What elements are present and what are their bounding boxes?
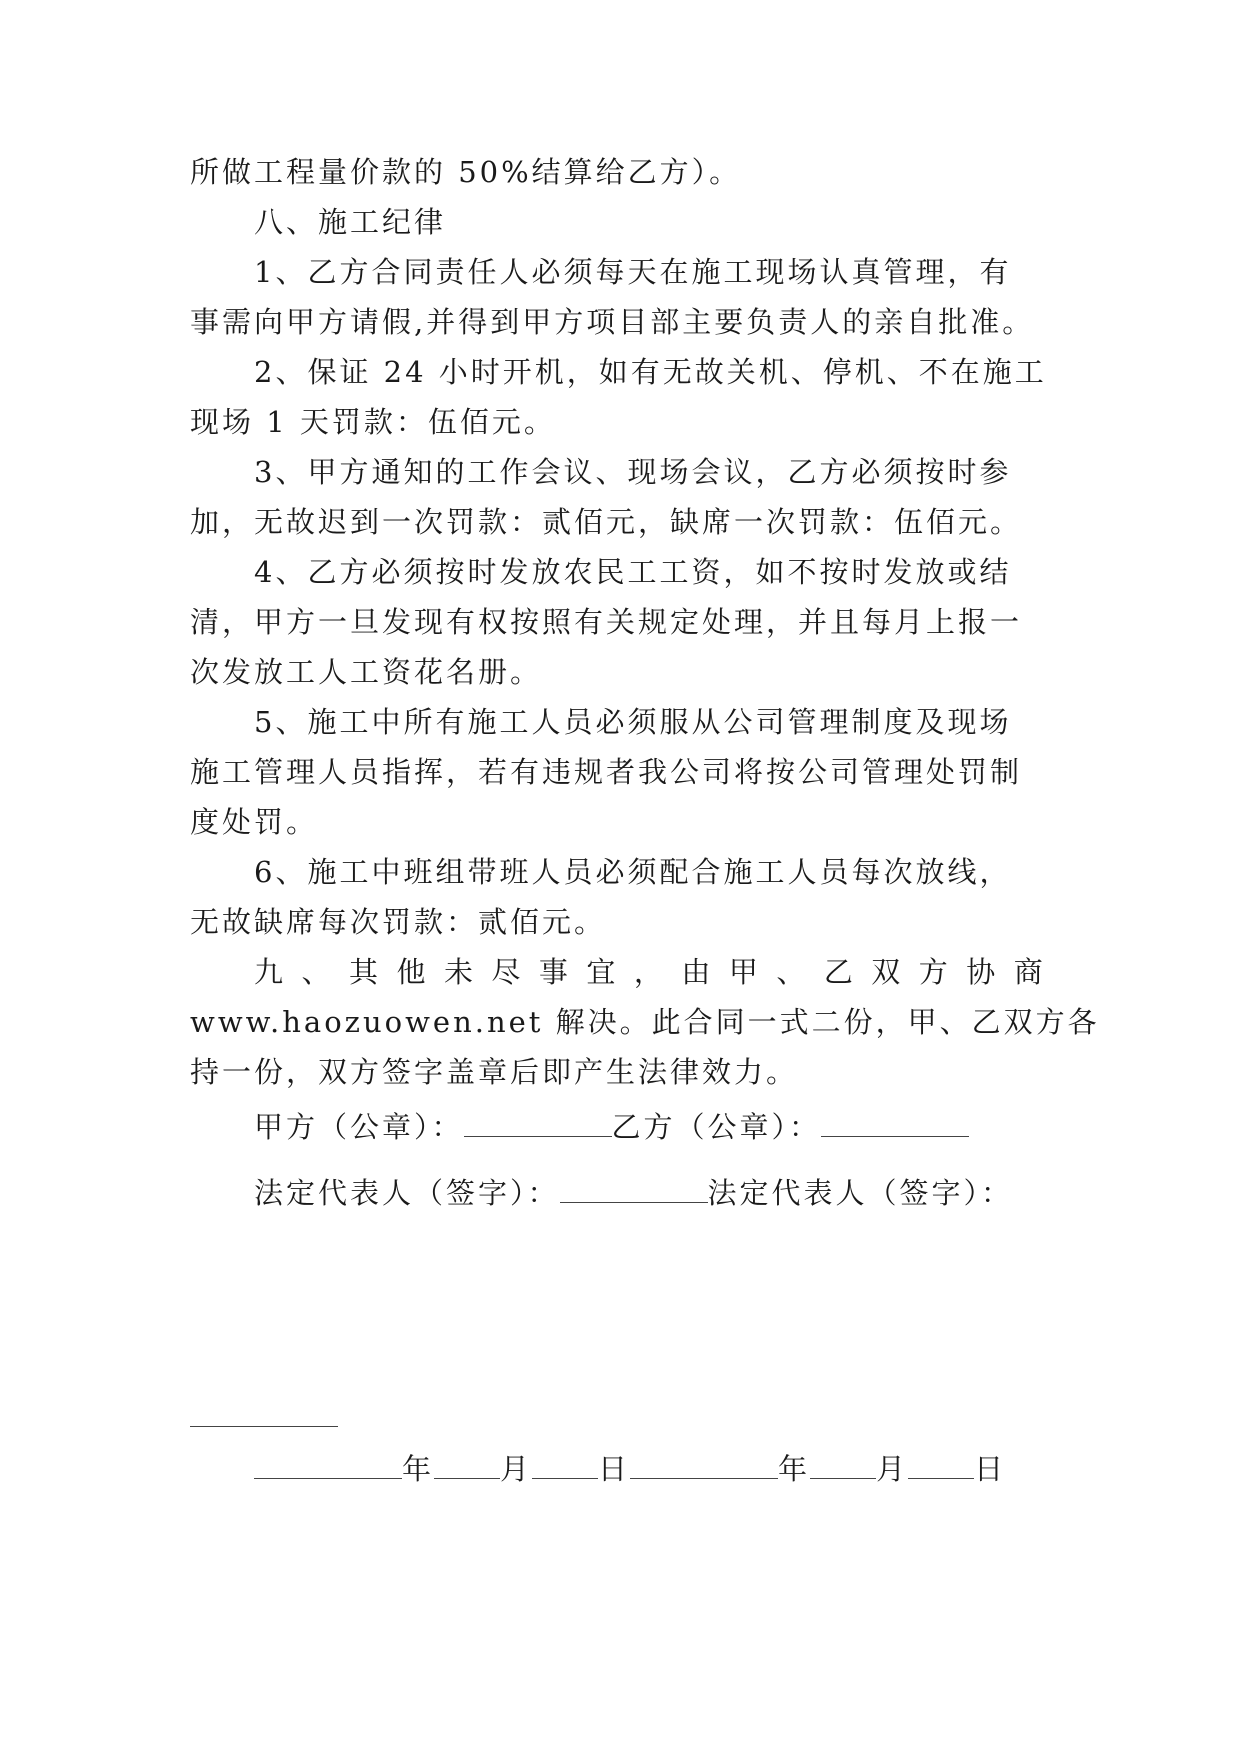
justified-char: 方 xyxy=(918,955,948,989)
justified-char: 、 xyxy=(301,955,331,989)
day-label: 日 xyxy=(974,1452,1007,1486)
justified-char: 他 xyxy=(396,955,426,989)
paragraph-line: 清，甲方一旦发现有权按照有关规定处理，并且每月上报一 xyxy=(190,605,1023,639)
justified-char: ， xyxy=(633,955,663,989)
justified-char: 尽 xyxy=(491,955,521,989)
year-a-blank xyxy=(254,1448,402,1479)
month-label: 月 xyxy=(500,1452,533,1486)
party-b-seal-label: 乙方（公章）： xyxy=(611,1110,822,1144)
justified-char: 其 xyxy=(348,955,378,989)
rep-b-label: 法定代表人（签字）： xyxy=(707,1176,1014,1210)
month-a-blank xyxy=(434,1448,500,1479)
day-b-blank xyxy=(908,1448,974,1479)
paragraph-line: 加，无故迟到一次罚款：贰佰元，缺席一次罚款：伍佰元。 xyxy=(190,505,1023,539)
rep-a-label: 法定代表人（签字）： xyxy=(254,1176,560,1210)
paragraph-line: 次发放工人工资花名册。 xyxy=(190,655,543,689)
justified-char: 宜 xyxy=(586,955,616,989)
justified-char: 双 xyxy=(871,955,901,989)
representative-line xyxy=(254,1172,1013,1212)
paragraph-line: 无故缺席每次罚款：贰佰元。 xyxy=(190,905,607,939)
justified-char: 未 xyxy=(443,955,473,989)
paragraph-line: 5、施工中所有施工人员必须服从公司管理制度及现场 xyxy=(254,705,1012,739)
date-line xyxy=(254,1448,1006,1488)
paragraph-line: 度处罚。 xyxy=(190,805,319,839)
rep-a-blank xyxy=(560,1172,708,1203)
year-label: 年 xyxy=(778,1452,811,1486)
day-a-blank xyxy=(532,1448,598,1479)
paragraph-line: 持一份，双方签字盖章后即产生法律效力。 xyxy=(190,1055,799,1089)
justified-char: 由 xyxy=(681,955,711,989)
justified-char: 商 xyxy=(1013,955,1043,989)
justified-char: 协 xyxy=(966,955,996,989)
justified-char: 甲 xyxy=(728,955,758,989)
month-b-blank xyxy=(810,1448,876,1479)
paragraph-line: 2、保证 24 小时开机，如有无故关机、停机、不在施工 xyxy=(254,355,1047,389)
section-heading: 八、施工纪律 xyxy=(254,205,447,239)
month-label: 月 xyxy=(876,1452,909,1486)
justified-char: 乙 xyxy=(823,955,853,989)
year-label: 年 xyxy=(402,1452,435,1486)
justified-line xyxy=(254,952,1043,992)
year-b-blank xyxy=(630,1448,778,1479)
day-label: 日 xyxy=(598,1452,631,1486)
justified-char: 九 xyxy=(254,955,284,989)
paragraph-line: 1、乙方合同责任人必须每天在施工现场认真管理，有 xyxy=(254,255,1012,289)
paragraph-line: 3、甲方通知的工作会议、现场会议，乙方必须按时参 xyxy=(254,455,1012,489)
paragraph-line: www.haozuowen.net 解决。此合同一式二份，甲、乙双方各 xyxy=(190,1005,1100,1039)
paragraph-line: 事需向甲方请假,并得到甲方项目部主要负责人的亲自批准。 xyxy=(190,305,1035,339)
paragraph-line: 现场 1 天罚款：伍佰元。 xyxy=(190,405,556,439)
paragraph-line: 6、施工中班组带班人员必须配合施工人员每次放线， xyxy=(254,855,1012,889)
party-a-seal-blank xyxy=(464,1106,612,1137)
rep-b-blank xyxy=(190,1426,338,1427)
paragraph-line: 施工管理人员指挥，若有违规者我公司将按公司管理处罚制 xyxy=(190,755,1023,789)
paragraph-line: 所做工程量价款的 50%结算给乙方）。 xyxy=(190,155,742,189)
paragraph-line: 4、乙方必须按时发放农民工工资，如不按时发放或结 xyxy=(254,555,1012,589)
justified-char: 事 xyxy=(538,955,568,989)
party-a-seal-label: 甲方（公章）： xyxy=(254,1110,464,1144)
justified-char: 、 xyxy=(776,955,806,989)
party-b-seal-blank xyxy=(821,1106,969,1137)
seal-line xyxy=(254,1106,969,1146)
